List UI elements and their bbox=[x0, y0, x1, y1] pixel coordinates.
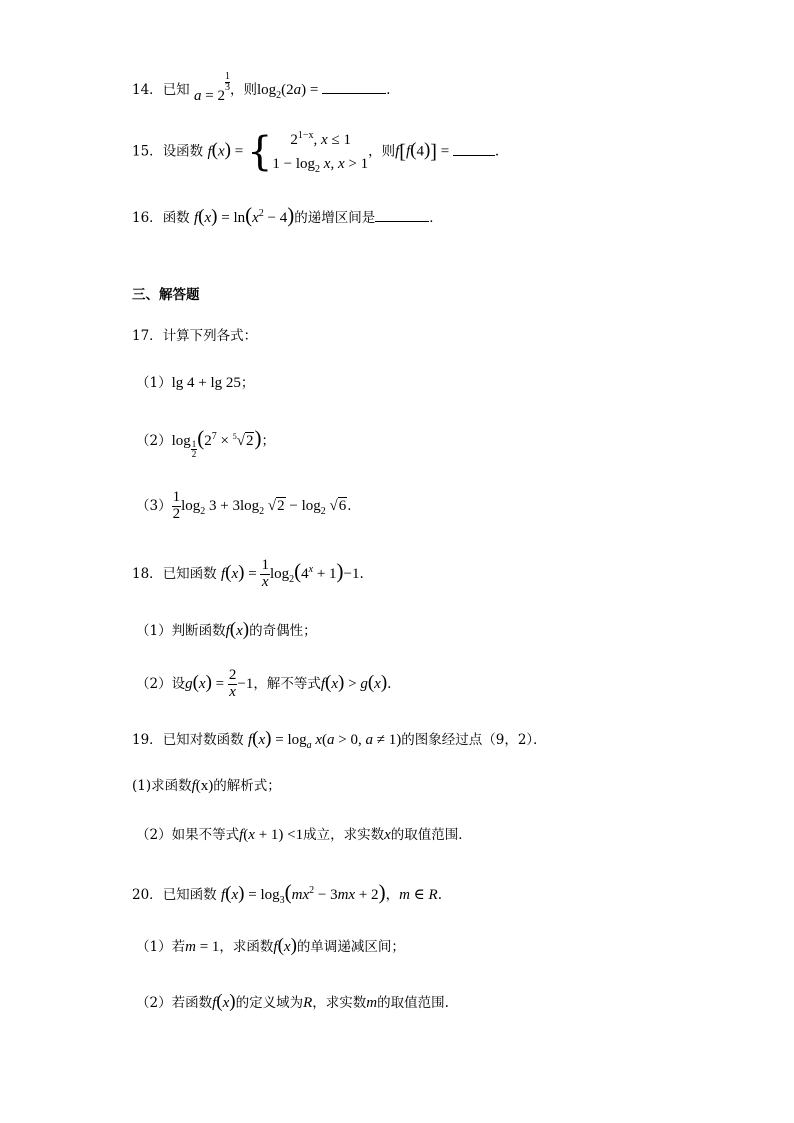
question-text: 的递增区间是 bbox=[294, 210, 376, 226]
question-number: 14． bbox=[132, 82, 163, 98]
question-text: 成立，求实数 bbox=[303, 827, 385, 843]
question-text: 设函数 bbox=[162, 143, 204, 160]
question-19-part-2: （2）如果不等式f(x + 1) <1成立，求实数x的取值范围． bbox=[136, 827, 472, 843]
part-label: （1）若 bbox=[136, 939, 186, 955]
question-text: 已知 bbox=[162, 82, 190, 98]
question-20-part-2: （2）若函数f(x)的定义域为R，求实数m的取值范围. bbox=[136, 991, 449, 1012]
question-text: 的取值范围． bbox=[390, 827, 472, 843]
question-text: 已知对数函数 bbox=[162, 732, 244, 748]
question-14: 14．已知 a = 2 $\frac{1}{3}$ ，则$\log_2(2a)$ = . bbox=[132, 71, 391, 104]
part-label: （2）若函数 bbox=[136, 995, 213, 1011]
question-16: 16．函数 $f(x) = \ln(x^2 - 4)$的递增区间是 ． bbox=[132, 203, 443, 227]
part-label: （1）判断函数 bbox=[136, 623, 226, 639]
question-17-part-2: （2）log $\frac{1}{2}$ $(2^7 \times ^5√2)$； bbox=[136, 426, 275, 459]
question-20-part-1: （1）若m = 1，求函数f(x)的单调递减区间； bbox=[136, 935, 405, 956]
question-text: 的定义域为 bbox=[235, 995, 304, 1011]
part-label: （2） bbox=[136, 433, 172, 449]
question-18-part-2: （2）设g(x) = $\frac{2}{x}$ −1，解不等式f(x) > g(x). bbox=[136, 667, 392, 700]
question-17 bbox=[132, 330, 257, 344]
part-label: （2）设 bbox=[136, 675, 186, 692]
answer-blank bbox=[453, 155, 495, 156]
question-17-part-3: （3） $\frac{1}{2}$ $\log_2 3 + 3\log_2$ $√2 - \log_2 √6$． bbox=[136, 489, 361, 522]
question-17-part-1: （1）lg 4 + lg 25； bbox=[136, 375, 255, 391]
question-19: 19．已知对数函数 $f(x) = \log_a x(a > 0$, a ≠ 1)的图象经过点（9，2）． bbox=[132, 728, 547, 751]
question-20: 20．已知函数 $f(x) = \log_3(mx^2 - 3mx + 2)$，m ∈ R. bbox=[132, 880, 442, 906]
question-text: ，则 bbox=[229, 82, 257, 98]
question-18: 18．已知函数 f(x) = $\frac{1}{x}$ $\log_2(4^x + 1)-1$. bbox=[132, 557, 364, 590]
question-15: 15．设函数 f(x) = { $2^{1-x}$, x ≤ 1 $1 - \log_2 x$, x > 1 ，则f[f(4)] = . bbox=[132, 129, 500, 175]
section-title: 三、解答题 bbox=[132, 287, 200, 303]
question-number: 15． bbox=[132, 143, 163, 160]
question-text: 的单调递减区间； bbox=[296, 939, 405, 955]
part-label: （2）如果不等式 bbox=[136, 827, 240, 843]
question-text: 已知函数 bbox=[162, 565, 217, 582]
part-label: （1） bbox=[136, 375, 172, 391]
question-19-part-1: (1)求函数f(x)的解析式； bbox=[132, 778, 281, 794]
question-18-part-1: （1）判断函数f(x)的奇偶性； bbox=[136, 619, 317, 640]
question-text: 的奇偶性； bbox=[249, 623, 317, 639]
question-text: ，则 bbox=[368, 143, 396, 160]
question-number: 18． bbox=[132, 565, 163, 582]
question-text: 已知函数 bbox=[162, 887, 217, 903]
question-text: 的解析式； bbox=[213, 778, 281, 794]
question-text: 的图象经过点（9，2）． bbox=[401, 732, 547, 748]
question-text: ，求函数 bbox=[219, 939, 274, 955]
question-text: 计算下列各式： bbox=[162, 328, 258, 344]
part-label: （3） bbox=[136, 497, 172, 514]
part-label: (1)求函数 bbox=[132, 778, 192, 794]
question-text: ，求实数 bbox=[312, 995, 367, 1011]
question-number: 19． bbox=[132, 732, 163, 748]
formula: a bbox=[193, 88, 202, 104]
question-number: 17． bbox=[132, 328, 163, 344]
question-text: 函数 bbox=[162, 210, 190, 226]
question-number: 16． bbox=[132, 210, 163, 226]
question-text: ，解不等式 bbox=[253, 675, 321, 692]
answer-blank bbox=[322, 93, 386, 94]
question-number: 20． bbox=[132, 887, 163, 903]
question-text: 的取值范围. bbox=[377, 995, 449, 1011]
answer-blank bbox=[375, 221, 429, 222]
